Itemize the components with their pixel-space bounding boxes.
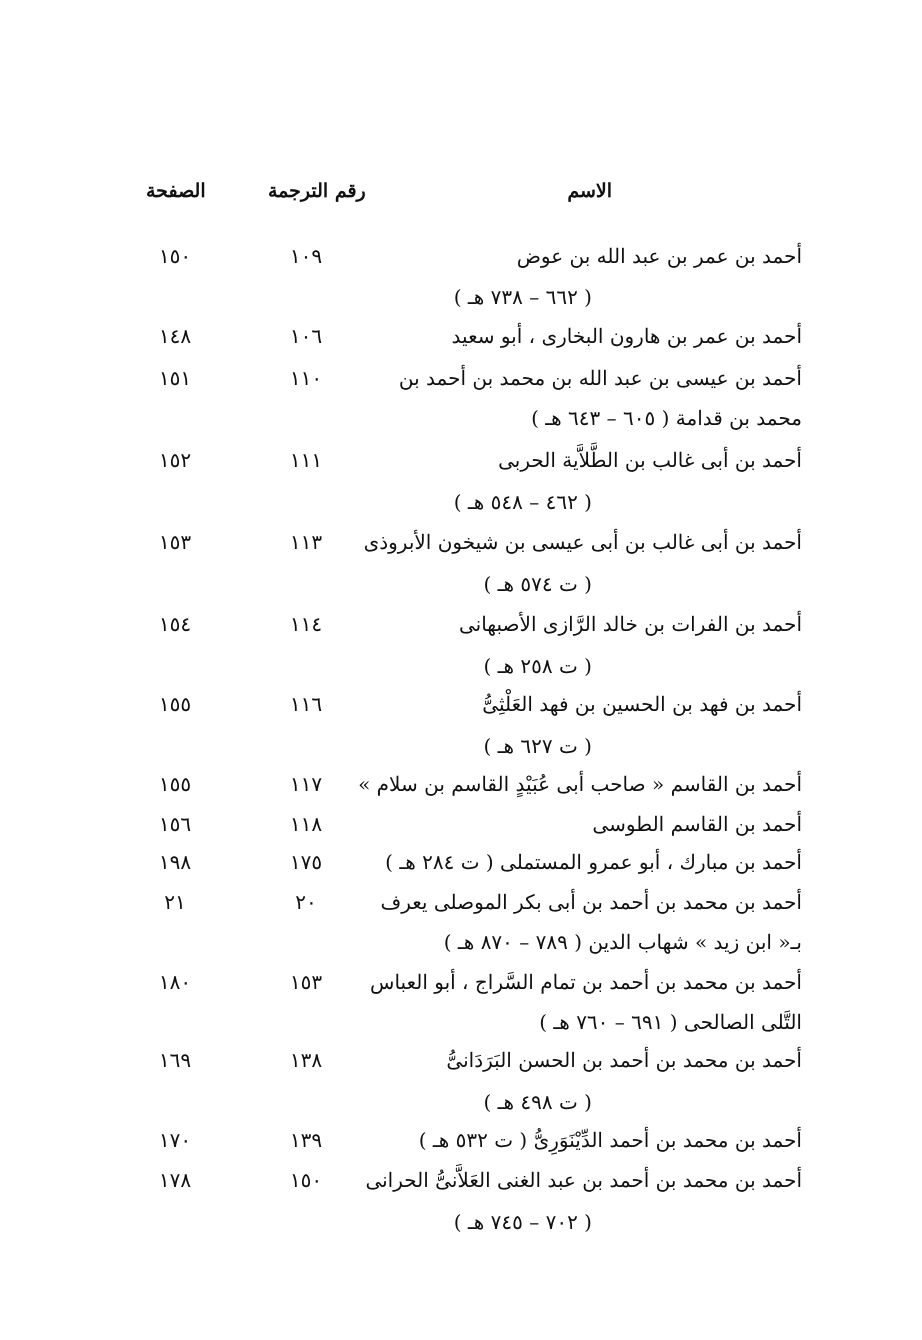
entry-name: أحمد بن محمد بن أحمد بن أبى بكر الموصلى يعرف	[380, 890, 802, 914]
entry-dates: ( ٤٦٢ – ٥٤٨ هـ )	[453, 490, 592, 514]
entry-name: أحمد بن عمر بن هارون البخارى ، أبو سعيد	[451, 324, 802, 348]
entry-name: أحمد بن أبى غالب بن الطَّلاَّية الحربى	[498, 448, 802, 472]
entry-name: أحمد بن محمد بن أحمد الدِّيْنَوَرِىُّ ( ت ٥٣٢ هـ )	[418, 1128, 802, 1152]
column-header-translation-number: رقم الترجمة	[268, 180, 366, 202]
column-header-page: الصفحة	[146, 180, 206, 202]
entry-translation-number: ١١٣	[289, 530, 323, 554]
entry-page-number: ٢١	[164, 890, 186, 914]
entry-name: أحمد بن محمد بن أحمد بن الحسن البَرَدَانىُّ	[446, 1048, 802, 1072]
entry-name: أحمد بن محمد بن أحمد بن تمام السَّراج ، أبو العباس	[370, 970, 802, 994]
entry-page-number: ١٦٩	[158, 1048, 192, 1072]
entry-page-number: ١٥٥	[158, 692, 192, 716]
entry-page-number: ١٥٠	[158, 244, 192, 268]
entry-translation-number: ١٥٣	[289, 970, 323, 994]
entry-translation-number: ١٠٩	[289, 244, 323, 268]
entry-name: أحمد بن القاسم « صاحب أبى عُبَيْدٍ القاسم بن سلام »	[358, 772, 802, 796]
entry-page-number: ١٧٠	[158, 1128, 192, 1152]
entry-page-number: ١٥٤	[158, 612, 192, 636]
entry-name-continued: بـ« ابن زيد » شهاب الدين ( ٧٨٩ – ٨٧٠ هـ )	[443, 930, 802, 954]
entry-name: أحمد بن عيسى بن عبد الله بن محمد بن أحمد بن	[398, 366, 802, 390]
entry-page-number: ١٥٦	[158, 812, 192, 836]
entry-translation-number: ١١٠	[289, 366, 323, 390]
entry-name-continued: التَّلى الصالحى ( ٦٩١ – ٧٦٠ هـ )	[539, 1010, 802, 1034]
entry-page-number: ١٥٣	[158, 530, 192, 554]
entry-name: أحمد بن القاسم الطوسى	[592, 812, 802, 836]
entry-page-number: ١٩٨	[158, 850, 192, 874]
entry-dates: ( ت ٥٧٤ هـ )	[483, 572, 592, 596]
entry-page-number: ١٧٨	[158, 1168, 192, 1192]
entry-translation-number: ١٥٠	[289, 1168, 323, 1192]
entry-name: أحمد بن الفرات بن خالد الرَّازى الأصبهانى	[458, 612, 802, 636]
entry-name: أحمد بن عمر بن عبد الله بن عوض	[516, 244, 802, 268]
entry-dates: ( ٧٠٢ – ٧٤٥ هـ )	[453, 1210, 592, 1234]
entry-translation-number: ٢٠	[295, 890, 317, 914]
entry-dates: ( ت ٤٩٨ هـ )	[483, 1090, 592, 1114]
entry-dates: ( ت ٦٢٧ هـ )	[483, 734, 592, 758]
entry-page-number: ١٥٢	[158, 448, 192, 472]
entry-name: أحمد بن محمد بن أحمد بن عبد الغنى العَلاَّنىُّ الحرانى	[365, 1168, 802, 1192]
entry-translation-number: ١٠٦	[289, 324, 323, 348]
entry-dates: ( ٦٦٢ – ٧٣٨ هـ )	[453, 285, 592, 309]
entry-page-number: ١٥١	[158, 366, 192, 390]
entry-page-number: ١٤٨	[158, 324, 192, 348]
entry-translation-number: ١١٦	[289, 692, 323, 716]
column-header-name: الاسم	[567, 180, 612, 202]
entry-name-continued: محمد بن قدامة ( ٦٠٥ – ٦٤٣ هـ )	[531, 406, 802, 430]
entry-page-number: ١٨٠	[158, 970, 192, 994]
entry-name: أحمد بن أبى غالب بن أبى عيسى بن شيخون الأبروذى	[363, 530, 802, 554]
entry-translation-number: ١١١	[289, 448, 323, 472]
entry-name: أحمد بن فهد بن الحسين بن فهد العَلْثِىُّ	[482, 692, 802, 716]
entry-translation-number: ١٣٨	[289, 1048, 323, 1072]
entry-page-number: ١٥٥	[158, 772, 192, 796]
entry-translation-number: ١٧٥	[289, 850, 323, 874]
entry-translation-number: ١١٧	[289, 772, 323, 796]
entry-name: أحمد بن مبارك ، أبو عمرو المستملى ( ت ٢٨٤ هـ )	[385, 850, 802, 874]
entry-translation-number: ١١٤	[289, 612, 323, 636]
entry-translation-number: ١١٨	[289, 812, 323, 836]
entry-translation-number: ١٣٩	[289, 1128, 323, 1152]
entry-dates: ( ت ٢٥٨ هـ )	[483, 654, 592, 678]
